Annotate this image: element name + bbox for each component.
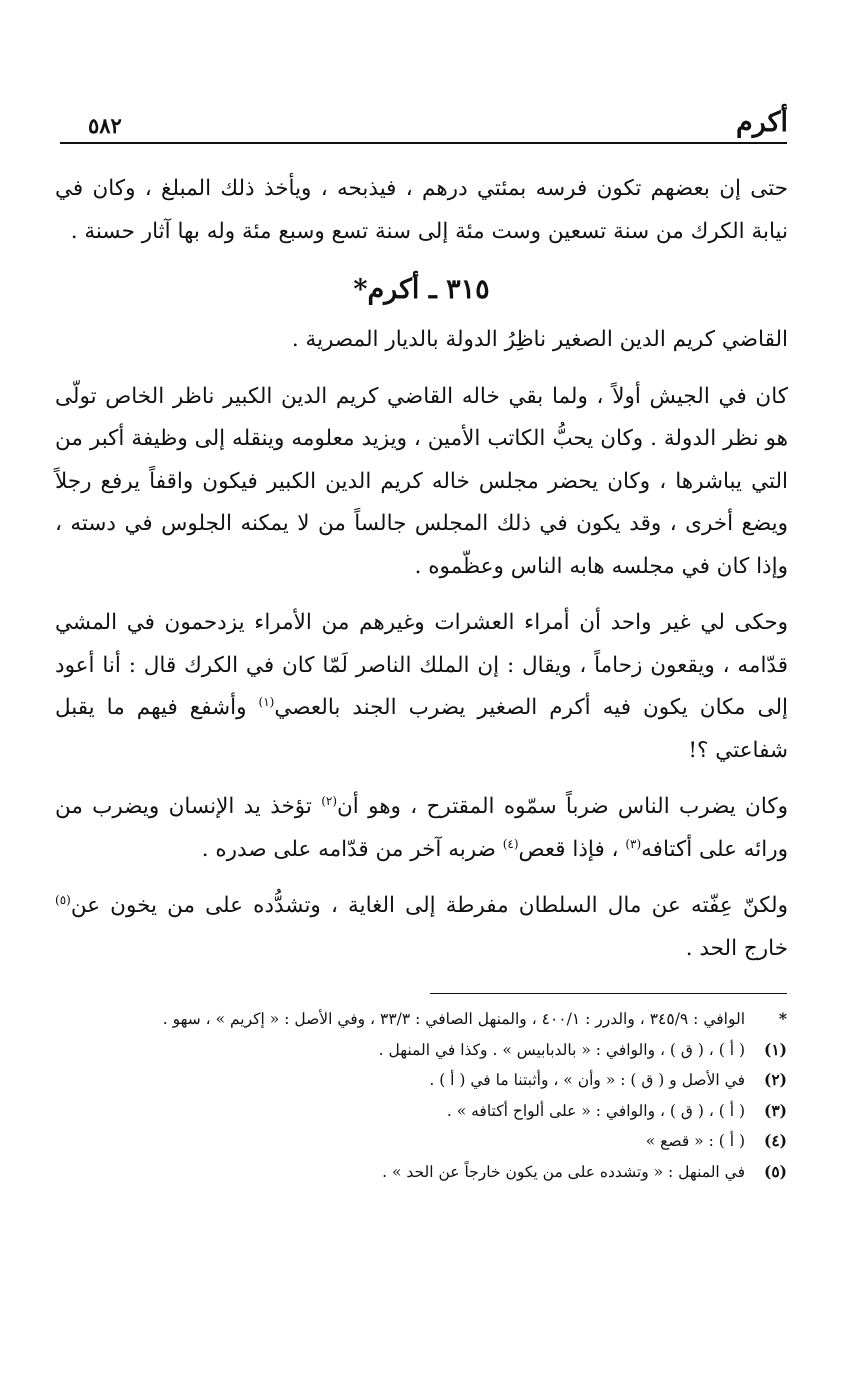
paragraph-1: كان في الجيش أولاً ، ولما بقي خاله القاضي كريم الدين الكبير ناظر الخاص تولّى هو نظر الدولة . وكان يحبُّ الكاتب الأمين ، ويزيد معلومه وينقله إلى وظيفة أكبر من التي يباشرها ، وكان يحضر مجلس خاله كريم الدين الكبير فيكون واقفاً يرفع رجلاً ويضع أخرى ، وقد يكون في ذلك المجلس جالساً من لا يمكنه الجلوس في دسته ، وإذا كان في مجلسه هابه الناس وعظّموه .: [55, 383, 788, 579]
footnote-text: في الأصل و ( ق ) : « وأن » ، وأثبتنا ما في ( أ ) .: [429, 1071, 745, 1089]
footnote-mark: *: [778, 1009, 787, 1028]
footnote-2: [90, 1065, 787, 1096]
paragraph-2: [55, 602, 788, 772]
entry-subtitle: القاضي كريم الدين الصغير ناظِرُ الدولة بالديار المصرية .: [291, 327, 788, 352]
footnote-text: في المنهل : « وتشدده على من يكون خارجاً عن الحد » .: [382, 1162, 745, 1181]
footnote-ref-1[interactable]: (١): [258, 694, 275, 709]
footnote-ref-2[interactable]: (٢): [321, 793, 338, 808]
paragraph-2-text-a: وحكى لي غير واحد أن أمراء العشرات وغيرهم من الأمراء يزدحمون في المشي قدّامه ، ويقعون زحاماً ، ويقال : إن الملك الناصر لَمّا كان في الكرك قال : أنا أعود إلى مكان يكون فيه أكرم الصغير يضرب الجند بالعصي: [55, 610, 788, 720]
footnote-5: [90, 1157, 787, 1188]
footnote-4: [90, 1126, 787, 1157]
footnote-1: [90, 1035, 787, 1066]
paragraph-4: [55, 885, 788, 970]
footnotes: [90, 1004, 787, 1187]
entry-title-text: ٣١٥ ـ أكرم: [367, 274, 490, 305]
footnote-ref-5[interactable]: (٥): [55, 892, 71, 907]
entry-title: [55, 267, 788, 313]
footnote-text: ( أ ) : « قصع »: [645, 1132, 745, 1150]
paragraph-3-text-b: تؤخذ يد الإنسان ويضرب من ورائه على أكتافه: [55, 794, 788, 862]
paragraph-3-text-a: وكان يضرب الناس ضرباً سمّوه المقترح ، وهو أن: [337, 794, 788, 819]
paragraph-4-text-a: ولكنّ عِفّته عن مال السلطان مفرطة إلى الغاية ، وتشدُّده على من يخون عن: [70, 893, 788, 918]
footnote-mark: (٤): [763, 1131, 787, 1150]
running-title: أكرم: [736, 107, 788, 138]
footnote-ref-4[interactable]: (٤): [502, 836, 519, 851]
footnote-rule: [430, 993, 787, 994]
footnote-ref-3[interactable]: (٣): [625, 836, 642, 851]
footnote-text: الوافي : ٣٤٥/٩ ، والدرر : ٤٠٠/١ ، والمنهل الصافي : ٣٣/٣ ، وفي الأصل : « إكريم » ، سهو .: [162, 1010, 745, 1028]
paragraph-3-text-d: ضربه آخر من قدّامه على صدره .: [201, 836, 503, 862]
body-text: [55, 168, 788, 970]
footnote-mark: (٥): [763, 1161, 787, 1181]
footnote-3: [90, 1096, 787, 1127]
header-rule: [60, 142, 787, 144]
paragraph-4-text-b: خارج الحد .: [685, 935, 788, 961]
paragraph-2-text-b: وأشفع فيهم ما يقبل شفاعتي ؟!: [55, 695, 788, 763]
paragraph-3: [55, 786, 788, 871]
footnote-mark: (٢): [763, 1070, 787, 1089]
footnote-source: [90, 1004, 787, 1035]
intro-paragraph: حتى إن بعضهم تكون فرسه بمئتي درهم ، فيذبحه ، ويأخذ ذلك المبلغ ، وكان في نيابة الكرك من سنة تسعين وست مئة إلى سنة تسع وسبع مئة وله بها آثار حسنة .: [55, 176, 788, 244]
page-number: ٥٨٢: [88, 113, 122, 138]
footnote-text: ( أ ) ، ( ق ) ، والوافي : « بالدبابيس » . وكذا في المنهل .: [378, 1040, 745, 1059]
footnote-text: ( أ ) ، ( ق ) ، والوافي : « على ألواح أكتافه » .: [446, 1101, 745, 1120]
entry-title-mark: *: [353, 274, 368, 305]
paragraph-3-text-c: ، فإذا قعص: [518, 836, 626, 862]
footnote-mark: (١): [763, 1039, 787, 1059]
footnote-mark: (٣): [763, 1100, 787, 1120]
page-header: [88, 100, 788, 138]
